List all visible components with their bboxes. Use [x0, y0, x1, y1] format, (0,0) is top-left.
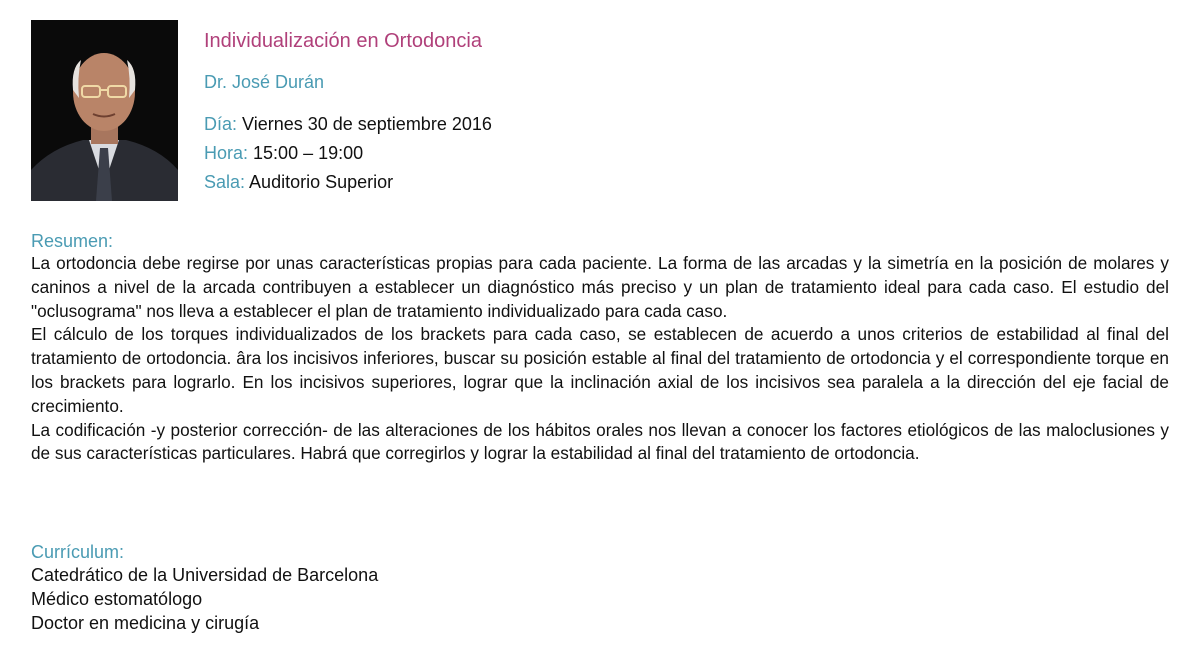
curriculum-section: [31, 541, 1169, 635]
speaker-photo: [31, 20, 178, 201]
curriculum-item: Catedrático de la Universidad de Barcelona: [31, 565, 379, 585]
resumen-paragraph-3: La codificación -y posterior corrección- de las alteraciones de los hábitos orales nos llevan a conocer los factores etiológicos de las maloclusiones y de sus características particulares. Habrá que corregirlos y lograr la estabilidad al final del tratamiento de ortodoncia.: [31, 419, 1169, 464]
meta-day: [204, 110, 1164, 139]
resumen-title: Resumen:: [31, 231, 114, 251]
room-value: Auditorio Superior: [249, 172, 394, 192]
curriculum-title: Currículum:: [31, 542, 125, 562]
resumen-paragraph-2: El cálculo de los torques individualizados de los brackets para cada caso, se establecen de acuerdo a unos criterios de estabilidad al final del tratamiento de ortodoncia. âra los incisivos inferiores, buscar su posición estable al final del tratamiento de ortodoncia y el correspondiente torque en los brackets para lograrlo. En los incisivos superiores, lograr que la inclinación axial de los incisivos sea paralela a la dirección del eje facial de crecimiento.: [31, 324, 1169, 416]
resumen-paragraph-1: La ortodoncia debe regirse por unas características propias para cada paciente. La forma de las arcadas y la simetría en la posición de molares y caninos a nivel de la arcada contribuyen a establecer un diagnóstico más preciso y un plan de tratamiento ideal para cada caso. El estudio del "oclusograma" nos lleva a establecer el plan de tratamiento individualizado para cada caso.: [31, 253, 1169, 321]
meta-time: [204, 139, 1164, 168]
speaker-name: Dr. José Durán: [204, 72, 325, 92]
resumen-section: [31, 230, 1169, 466]
day-label: Día:: [204, 114, 238, 134]
room-label: Sala:: [204, 172, 246, 192]
time-value: 15:00 – 19:00: [253, 143, 364, 163]
curriculum-item: Médico estomatólogo: [31, 589, 203, 609]
session-info: [204, 28, 1164, 197]
time-label: Hora:: [204, 143, 249, 163]
session-title: Individualización en Ortodoncia: [204, 30, 482, 52]
meta-room: [204, 168, 1164, 197]
day-value: Viernes 30 de septiembre 2016: [242, 114, 492, 134]
curriculum-item: Doctor en medicina y cirugía: [31, 613, 260, 633]
